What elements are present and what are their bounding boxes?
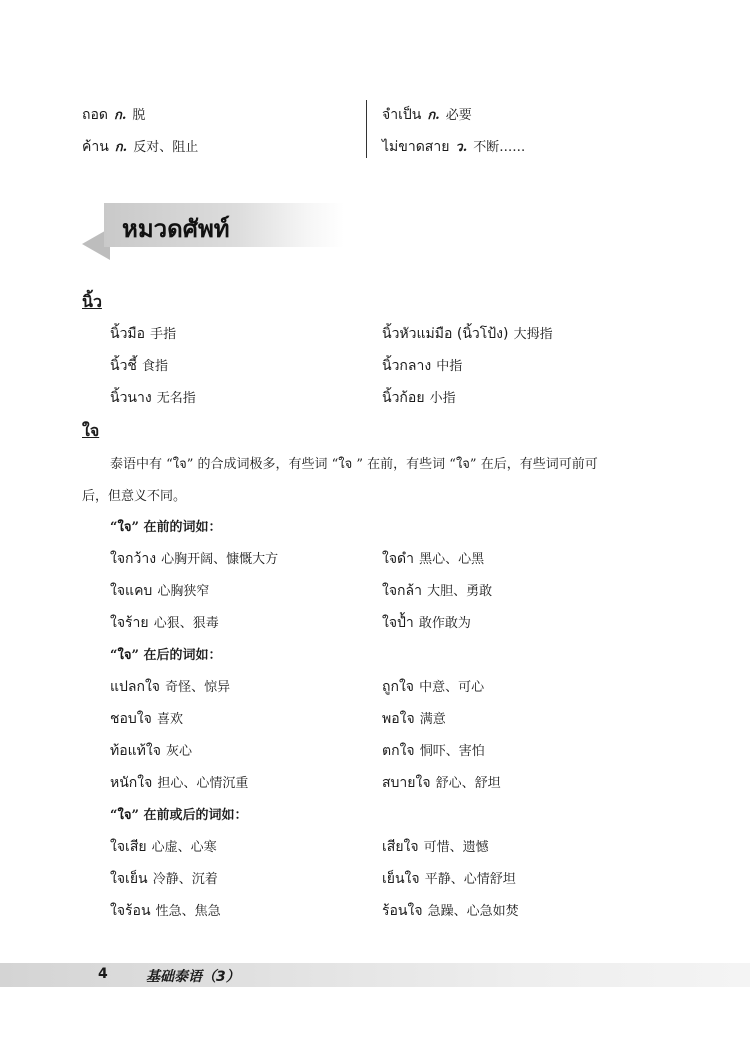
thai-word: ใจป้ำ [382,615,414,631]
chinese-meaning: 大胆、勇敢 [427,584,493,599]
word-entry [382,772,501,794]
word-entry [382,548,484,570]
page-number: 4 [98,966,108,982]
word-entry [382,355,462,377]
word-entry [110,868,218,890]
thai-word: ใจดำ [382,551,414,567]
vocab-entry [382,104,472,126]
chinese-meaning: 中意、可心 [419,680,485,695]
chinese-meaning: 中指 [436,359,463,374]
thai-word: ใจร้อน [110,903,151,919]
thai-word: ใจแคบ [110,583,153,599]
section-banner [82,200,344,258]
word-entry [110,772,248,794]
chinese-meaning: 可惜、遗憾 [423,840,489,855]
chinese-meaning: 平静、心情舒坦 [424,872,516,887]
chinese-meaning: 心胸开阔、慷慨大方 [161,552,279,567]
thai-word: เย็นใจ [382,871,420,887]
part-of-speech: ก. [114,140,128,155]
chinese-meaning: 敢作敢为 [418,616,471,631]
subheading: “ใจ” 在前的词如： [110,520,222,535]
thai-word: ใจเสีย [110,839,147,855]
thai-word: ถอด [82,107,108,123]
word-entry [382,323,553,345]
word-entry [382,868,516,890]
subheading: “ใจ” 在前或后的词如： [110,808,248,823]
chinese-meaning: 舒心、舒坦 [435,776,501,791]
thai-word: นิ้วชี้ [110,358,137,374]
thai-word: หนักใจ [110,775,153,791]
chinese-meaning: 反对、阻止 [133,140,199,155]
chinese-meaning: 黑心、心黑 [419,552,485,567]
thai-word: ร้อนใจ [382,903,423,919]
thai-word: ท้อแท้ใจ [110,743,161,759]
thai-word: นิ้วมือ [110,326,146,342]
chinese-meaning: 心虚、心寒 [151,840,217,855]
section-title: หมวดศัพท์ [122,215,230,243]
chinese-meaning: 无名指 [156,391,196,406]
thai-word: นิ้วนาง [110,390,152,406]
group-heading-finger: นิ้ว [82,292,102,311]
part-of-speech: ว. [455,140,468,155]
word-entry [110,548,278,570]
thai-word: ใจกล้า [382,583,422,599]
column-divider [366,100,367,158]
part-of-speech: ก. [427,108,440,123]
vocab-entry [82,136,198,158]
thai-word: นิ้วกลาง [382,358,432,374]
word-entry [382,676,484,698]
chinese-meaning: 恫吓、害怕 [419,744,485,759]
chinese-meaning: 心狠、狠毒 [153,616,219,631]
thai-word: จำเป็น [382,107,422,123]
word-entry [110,612,219,634]
thai-word: ถูกใจ [382,679,414,695]
part-of-speech: ก. [113,108,127,123]
chinese-meaning: 灰心 [166,744,193,759]
intro-paragraph-line: 后，但意义不同。 [82,489,187,504]
thai-word: ไม่ขาดสาย [382,139,450,155]
chinese-meaning: 不断…… [473,140,526,155]
chinese-meaning: 小指 [429,391,456,406]
thai-word: ใจกว้าง [110,551,157,567]
intro-paragraph-line: 泰语中有 “ใจ” 的合成词极多，有些词 “ใจ ” 在前，有些词 “ใจ” 在后，有些词可前可 [110,457,598,472]
word-entry [382,900,519,922]
chinese-meaning: 奇怪、惊异 [165,680,231,695]
vocab-entry [82,104,145,126]
chinese-meaning: 性急、焦急 [155,904,221,919]
book-title: 基础泰语（3） [146,969,240,985]
chinese-meaning: 食指 [142,359,169,374]
thai-word: สบายใจ [382,775,431,791]
word-entry [110,676,230,698]
word-entry [382,387,456,409]
word-entry [382,836,489,858]
page-footer [0,963,750,987]
chinese-meaning: 大拇指 [513,327,553,342]
thai-word: นิ้วหัวแม่มือ (นิ้วโป้ง) [382,326,509,342]
word-entry [110,740,192,762]
thai-word: เสียใจ [382,839,419,855]
chinese-meaning: 喜欢 [156,712,183,727]
chinese-meaning: 必要 [445,108,472,123]
chinese-meaning: 手指 [150,327,177,342]
thai-word: ตกใจ [382,743,415,759]
word-entry [382,580,492,602]
word-entry [110,387,196,409]
group-heading-heart: ใจ [82,421,100,440]
thai-word: พอใจ [382,711,415,727]
word-entry [110,323,176,345]
word-entry [110,708,183,730]
thai-word: นิ้วก้อย [382,390,425,406]
thai-word: ชอบใจ [110,711,152,727]
word-entry [382,612,471,634]
word-entry [110,836,217,858]
chinese-meaning: 心胸狭窄 [157,584,210,599]
word-entry [110,580,209,602]
subheading: “ใจ” 在后的词如： [110,648,222,663]
chinese-meaning: 急躁、心急如焚 [427,904,519,919]
word-entry [382,740,485,762]
word-entry [382,708,446,730]
chinese-meaning: 担心、心情沉重 [157,776,249,791]
word-entry [110,355,168,377]
thai-word: ค้าน [82,139,109,155]
thai-word: ใจร้าย [110,615,149,631]
chinese-meaning: 满意 [419,712,446,727]
chinese-meaning: 脱 [132,108,146,123]
thai-word: แปลกใจ [110,679,161,695]
word-entry [110,900,221,922]
vocab-entry [382,136,525,158]
chinese-meaning: 冷静、沉着 [152,872,218,887]
thai-word: ใจเย็น [110,871,148,887]
